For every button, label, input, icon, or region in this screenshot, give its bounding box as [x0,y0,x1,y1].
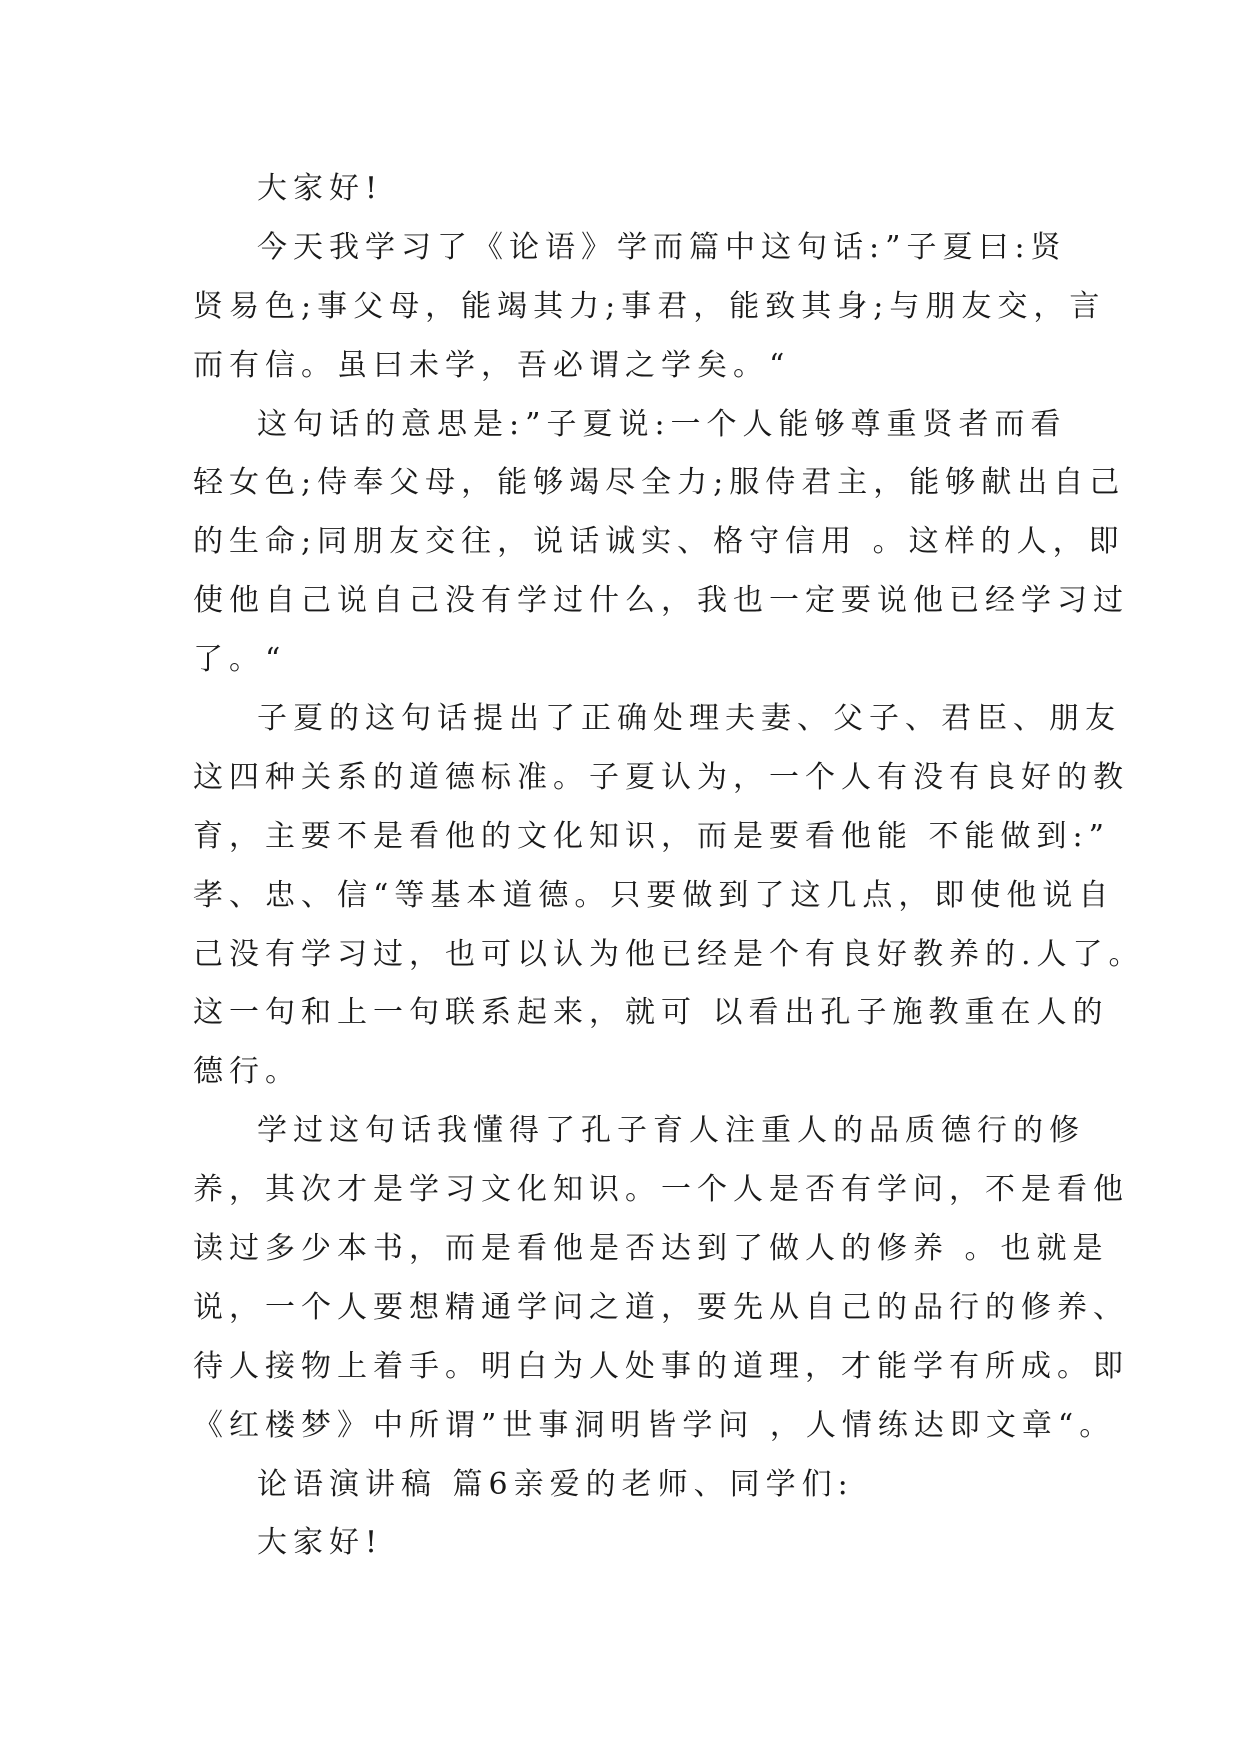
paragraph-line: 这一句和上一句联系起来，就可 以看出孔子施教重在人的 [193,995,1109,1031]
paragraph-line: 待人接物上着手。明白为人处事的道理，才能学有所成。即 [193,1348,1129,1384]
section-heading-line: 论语演讲稿 篇6亲爱的老师、同学们: [257,1466,854,1502]
paragraph-line: 的生命;同朋友交往，说话诚实、格守信用 。这样的人，即 [193,524,1125,560]
paragraph-line: 而有信。虽曰未学，吾必谓之学矣。“ [193,347,791,383]
paragraph-line: 使他自己说自己没有学过什么，我也一定要说他已经学习过 [193,583,1129,619]
paragraph-line: 学过这句话我懂得了孔子育人注重人的品质德行的修 [257,1113,1085,1149]
paragraph-line: 贤易色;事父母，能竭其力;事君，能致其身;与朋友交，言 [193,288,1106,324]
paragraph-line: 孝、忠、信“等基本道德。只要做到了这几点，即使他说自 [193,877,1115,913]
paragraph-line: 这四种关系的道德标准。子夏认为，一个人有没有良好的教 [193,759,1129,795]
greeting-line: 大家好! [257,171,384,206]
paragraph-line: 今天我学习了《论语》学而篇中这句话:”子夏曰:贤 [257,229,1067,265]
paragraph-line: 说，一个人要想精通学问之道，要先从自己的品行的修养、 [193,1289,1129,1325]
paragraph-line: 子夏的这句话提出了正确处理夫妻、父子、君臣、朋友 [257,701,1121,737]
paragraph-line: 《红楼梦》中所谓”世事洞明皆学问 ，人情练达即文章“。 [193,1407,1116,1443]
document-body [193,160,1145,1573]
paragraph-line: 养，其次才是学习文化知识。一个人是否有学问，不是看他 [193,1172,1129,1208]
paragraph-line: 德行。 [193,1054,301,1090]
paragraph-line: 读过多少本书，而是看他是否达到了做人的修养 。也就是 [193,1231,1109,1267]
paragraph-line: 这句话的意思是:”子夏说:一个人能够尊重贤者而看 [257,406,1067,442]
paragraph-line: 育，主要不是看他的文化知识，而是要看他能 不能做到:” [193,818,1110,854]
paragraph-line: 了。“ [193,642,287,678]
paragraph-line: 轻女色;侍奉父母，能够竭尽全力;服侍君主，能够献出自己 [193,465,1126,501]
greeting-line: 大家好! [257,1525,384,1561]
paragraph-line: 己没有学习过，也可以认为他已经是个有良好教养的.人了。 [193,936,1145,972]
